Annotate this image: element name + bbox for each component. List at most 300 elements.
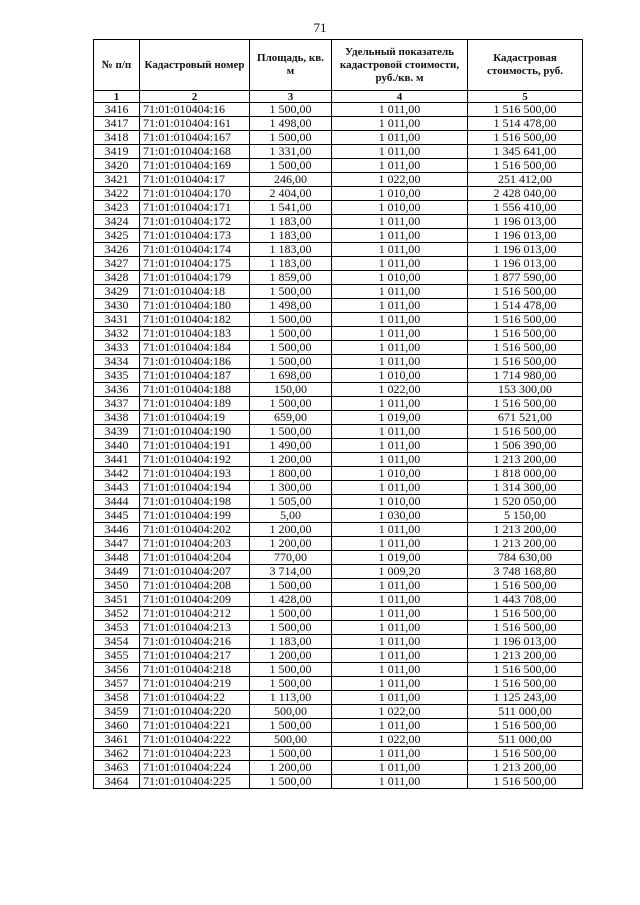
cell-cadastral-cost: 251 412,00 (468, 173, 583, 187)
cell-area: 1 490,00 (250, 439, 332, 453)
cell-row-number: 3418 (94, 131, 140, 145)
cell-cadastral-cost: 1 520 050,00 (468, 495, 583, 509)
cell-cadastral-number: 71:01:010404:191 (140, 439, 250, 453)
cell-area: 5,00 (250, 509, 332, 523)
cell-area: 500,00 (250, 705, 332, 719)
cell-specific-value: 1 011,00 (332, 327, 468, 341)
cell-specific-value: 1 011,00 (332, 117, 468, 131)
table-row (94, 285, 583, 299)
table-row (94, 551, 583, 565)
cell-cadastral-number: 71:01:010404:174 (140, 243, 250, 257)
cell-area: 1 500,00 (250, 663, 332, 677)
cell-specific-value: 1 022,00 (332, 173, 468, 187)
cell-area: 1 200,00 (250, 523, 332, 537)
cell-row-number: 3450 (94, 579, 140, 593)
cell-specific-value: 1 011,00 (332, 579, 468, 593)
cell-row-number: 3438 (94, 411, 140, 425)
table-row (94, 383, 583, 397)
cell-cadastral-cost: 1 213 200,00 (468, 453, 583, 467)
cell-row-number: 3430 (94, 299, 140, 313)
cell-cadastral-number: 71:01:010404:203 (140, 537, 250, 551)
cell-cadastral-cost: 1 196 013,00 (468, 635, 583, 649)
cell-cadastral-cost: 1 516 500,00 (468, 131, 583, 145)
table-row (94, 355, 583, 369)
cell-area: 246,00 (250, 173, 332, 187)
table-row (94, 229, 583, 243)
cell-cadastral-cost: 1 516 500,00 (468, 607, 583, 621)
cell-area: 1 183,00 (250, 215, 332, 229)
cell-area: 1 859,00 (250, 271, 332, 285)
table-row (94, 103, 583, 117)
table-row (94, 327, 583, 341)
table-row (94, 201, 583, 215)
cell-area: 1 698,00 (250, 369, 332, 383)
cell-row-number: 3428 (94, 271, 140, 285)
cell-row-number: 3417 (94, 117, 140, 131)
cell-row-number: 3459 (94, 705, 140, 719)
cell-area: 1 428,00 (250, 593, 332, 607)
cell-specific-value: 1 011,00 (332, 663, 468, 677)
cell-cadastral-number: 71:01:010404:189 (140, 397, 250, 411)
cell-cadastral-number: 71:01:010404:192 (140, 453, 250, 467)
cell-cadastral-cost: 1 516 500,00 (468, 775, 583, 789)
table-row (94, 691, 583, 705)
header-row-number: № п/п (94, 40, 140, 91)
cell-row-number: 3445 (94, 509, 140, 523)
cell-row-number: 3429 (94, 285, 140, 299)
cell-row-number: 3461 (94, 733, 140, 747)
table-row (94, 719, 583, 733)
cell-row-number: 3463 (94, 761, 140, 775)
cell-specific-value: 1 011,00 (332, 635, 468, 649)
cell-area: 1 113,00 (250, 691, 332, 705)
cell-row-number: 3462 (94, 747, 140, 761)
cell-row-number: 3421 (94, 173, 140, 187)
cell-area: 1 183,00 (250, 257, 332, 271)
cell-row-number: 3431 (94, 313, 140, 327)
table-row (94, 565, 583, 579)
cell-cadastral-cost: 1 443 708,00 (468, 593, 583, 607)
page-number: 71 (313, 20, 327, 35)
cell-specific-value: 1 019,00 (332, 411, 468, 425)
cell-area: 1 300,00 (250, 481, 332, 495)
cell-area: 1 505,00 (250, 495, 332, 509)
cell-area: 1 498,00 (250, 117, 332, 131)
cell-cadastral-number: 71:01:010404:194 (140, 481, 250, 495)
cell-specific-value: 1 011,00 (332, 649, 468, 663)
header-specific-value: Удельный показатель кадастровой стоимости, руб./кв. м (332, 40, 468, 91)
cell-area: 659,00 (250, 411, 332, 425)
cell-cadastral-number: 71:01:010404:220 (140, 705, 250, 719)
cell-cadastral-cost: 671 521,00 (468, 411, 583, 425)
cell-specific-value: 1 010,00 (332, 467, 468, 481)
cell-cadastral-cost: 1 514 478,00 (468, 299, 583, 313)
cell-cadastral-number: 71:01:010404:217 (140, 649, 250, 663)
cell-cadastral-cost: 1 516 500,00 (468, 103, 583, 117)
cell-specific-value: 1 011,00 (332, 523, 468, 537)
cell-cadastral-number: 71:01:010404:170 (140, 187, 250, 201)
cell-row-number: 3455 (94, 649, 140, 663)
cell-area: 1 800,00 (250, 467, 332, 481)
table-row (94, 299, 583, 313)
cell-area: 1 183,00 (250, 229, 332, 243)
cell-specific-value: 1 030,00 (332, 509, 468, 523)
cell-area: 1 500,00 (250, 425, 332, 439)
cell-specific-value: 1 009,20 (332, 565, 468, 579)
cell-row-number: 3443 (94, 481, 140, 495)
cell-area: 1 500,00 (250, 747, 332, 761)
cell-cadastral-cost: 1 314 300,00 (468, 481, 583, 495)
cell-specific-value: 1 011,00 (332, 761, 468, 775)
cell-row-number: 3458 (94, 691, 140, 705)
cell-cadastral-cost: 1 516 500,00 (468, 285, 583, 299)
cell-cadastral-cost: 1 516 500,00 (468, 719, 583, 733)
cell-cadastral-number: 71:01:010404:198 (140, 495, 250, 509)
cell-row-number: 3427 (94, 257, 140, 271)
cell-cadastral-cost: 1 196 013,00 (468, 215, 583, 229)
cell-cadastral-number: 71:01:010404:213 (140, 621, 250, 635)
cell-specific-value: 1 011,00 (332, 229, 468, 243)
cell-row-number: 3460 (94, 719, 140, 733)
cell-cadastral-cost: 1 516 500,00 (468, 159, 583, 173)
table-row (94, 411, 583, 425)
table-row (94, 173, 583, 187)
cell-area: 1 500,00 (250, 159, 332, 173)
table-row (94, 145, 583, 159)
cell-row-number: 3446 (94, 523, 140, 537)
column-number: 3 (250, 91, 332, 103)
table-row (94, 117, 583, 131)
cell-row-number: 3454 (94, 635, 140, 649)
cell-row-number: 3452 (94, 607, 140, 621)
table-body (94, 103, 583, 789)
cell-specific-value: 1 011,00 (332, 425, 468, 439)
cell-cadastral-number: 71:01:010404:17 (140, 173, 250, 187)
cell-row-number: 3456 (94, 663, 140, 677)
table-row (94, 425, 583, 439)
cell-row-number: 3434 (94, 355, 140, 369)
table-row (94, 271, 583, 285)
cell-specific-value: 1 010,00 (332, 369, 468, 383)
cell-cadastral-number: 71:01:010404:202 (140, 523, 250, 537)
cell-specific-value: 1 010,00 (332, 271, 468, 285)
cell-cadastral-cost: 1 714 980,00 (468, 369, 583, 383)
cell-area: 1 500,00 (250, 131, 332, 145)
table-row (94, 159, 583, 173)
cell-area: 1 183,00 (250, 243, 332, 257)
cell-cadastral-number: 71:01:010404:190 (140, 425, 250, 439)
cell-area: 150,00 (250, 383, 332, 397)
cell-specific-value: 1 011,00 (332, 719, 468, 733)
cell-cadastral-number: 71:01:010404:172 (140, 215, 250, 229)
cell-row-number: 3433 (94, 341, 140, 355)
cell-row-number: 3449 (94, 565, 140, 579)
cell-area: 1 200,00 (250, 453, 332, 467)
cell-specific-value: 1 011,00 (332, 607, 468, 621)
cell-cadastral-number: 71:01:010404:193 (140, 467, 250, 481)
cell-cadastral-cost: 1 506 390,00 (468, 439, 583, 453)
table-row (94, 705, 583, 719)
table-row (94, 733, 583, 747)
cell-cadastral-number: 71:01:010404:175 (140, 257, 250, 271)
cell-row-number: 3423 (94, 201, 140, 215)
cell-area: 1 331,00 (250, 145, 332, 159)
cell-cadastral-number: 71:01:010404:179 (140, 271, 250, 285)
cell-area: 1 500,00 (250, 775, 332, 789)
cell-cadastral-cost: 1 213 200,00 (468, 537, 583, 551)
cell-cadastral-cost: 1 213 200,00 (468, 761, 583, 775)
cell-row-number: 3419 (94, 145, 140, 159)
cell-cadastral-number: 71:01:010404:209 (140, 593, 250, 607)
table-row (94, 509, 583, 523)
cell-row-number: 3457 (94, 677, 140, 691)
cell-specific-value: 1 011,00 (332, 299, 468, 313)
cell-cadastral-number: 71:01:010404:184 (140, 341, 250, 355)
table-row (94, 257, 583, 271)
cell-cadastral-cost: 511 000,00 (468, 733, 583, 747)
cell-cadastral-cost: 1 196 013,00 (468, 243, 583, 257)
cell-specific-value: 1 011,00 (332, 537, 468, 551)
table-row (94, 243, 583, 257)
cell-cadastral-number: 71:01:010404:188 (140, 383, 250, 397)
table-row (94, 495, 583, 509)
cell-cadastral-cost: 1 125 243,00 (468, 691, 583, 705)
cell-row-number: 3424 (94, 215, 140, 229)
column-number: 4 (332, 91, 468, 103)
cell-cadastral-number: 71:01:010404:204 (140, 551, 250, 565)
cell-area: 1 200,00 (250, 649, 332, 663)
cell-cadastral-number: 71:01:010404:187 (140, 369, 250, 383)
table-row (94, 761, 583, 775)
cell-cadastral-cost: 3 748 168,80 (468, 565, 583, 579)
column-number: 5 (468, 91, 583, 103)
cell-cadastral-number: 71:01:010404:222 (140, 733, 250, 747)
cell-row-number: 3441 (94, 453, 140, 467)
cell-specific-value: 1 010,00 (332, 495, 468, 509)
column-number: 2 (140, 91, 250, 103)
cell-specific-value: 1 022,00 (332, 705, 468, 719)
cell-cadastral-cost: 1 213 200,00 (468, 649, 583, 663)
cell-row-number: 3425 (94, 229, 140, 243)
cell-specific-value: 1 022,00 (332, 733, 468, 747)
table-row (94, 635, 583, 649)
cell-area: 770,00 (250, 551, 332, 565)
cell-specific-value: 1 011,00 (332, 775, 468, 789)
cell-cadastral-cost: 1 516 500,00 (468, 327, 583, 341)
cell-area: 1 200,00 (250, 761, 332, 775)
cell-specific-value: 1 011,00 (332, 285, 468, 299)
cell-area: 1 500,00 (250, 313, 332, 327)
cell-cadastral-number: 71:01:010404:208 (140, 579, 250, 593)
cell-cadastral-cost: 1 556 410,00 (468, 201, 583, 215)
cell-row-number: 3426 (94, 243, 140, 257)
header-cadastral-number: Кадастровый номер (140, 40, 250, 91)
cell-area: 1 500,00 (250, 397, 332, 411)
cell-specific-value: 1 011,00 (332, 257, 468, 271)
cell-cadastral-number: 71:01:010404:22 (140, 691, 250, 705)
cell-cadastral-cost: 1 516 500,00 (468, 747, 583, 761)
table-row (94, 215, 583, 229)
cell-specific-value: 1 022,00 (332, 383, 468, 397)
cell-area: 1 500,00 (250, 355, 332, 369)
cell-cadastral-cost: 1 213 200,00 (468, 523, 583, 537)
cell-cadastral-cost: 1 877 590,00 (468, 271, 583, 285)
cell-cadastral-number: 71:01:010404:212 (140, 607, 250, 621)
cell-specific-value: 1 011,00 (332, 103, 468, 117)
cell-area: 1 498,00 (250, 299, 332, 313)
cell-cadastral-number: 71:01:010404:19 (140, 411, 250, 425)
cell-area: 1 200,00 (250, 537, 332, 551)
cell-row-number: 3453 (94, 621, 140, 635)
cell-row-number: 3420 (94, 159, 140, 173)
cell-cadastral-number: 71:01:010404:219 (140, 677, 250, 691)
cell-cadastral-number: 71:01:010404:180 (140, 299, 250, 313)
cell-specific-value: 1 010,00 (332, 187, 468, 201)
cell-cadastral-number: 71:01:010404:168 (140, 145, 250, 159)
cell-area: 1 500,00 (250, 285, 332, 299)
cell-row-number: 3448 (94, 551, 140, 565)
cell-cadastral-number: 71:01:010404:183 (140, 327, 250, 341)
cell-area: 1 500,00 (250, 719, 332, 733)
cell-area: 1 183,00 (250, 635, 332, 649)
cell-specific-value: 1 011,00 (332, 131, 468, 145)
cell-specific-value: 1 011,00 (332, 243, 468, 257)
table-row (94, 439, 583, 453)
cell-cadastral-number: 71:01:010404:216 (140, 635, 250, 649)
cell-cadastral-cost: 1 196 013,00 (468, 257, 583, 271)
cell-cadastral-cost: 5 150,00 (468, 509, 583, 523)
cell-cadastral-cost: 1 516 500,00 (468, 579, 583, 593)
header-area: Площадь, кв. м (250, 40, 332, 91)
cell-specific-value: 1 011,00 (332, 341, 468, 355)
cell-specific-value: 1 011,00 (332, 145, 468, 159)
cell-cadastral-number: 71:01:010404:199 (140, 509, 250, 523)
cell-cadastral-cost: 1 516 500,00 (468, 355, 583, 369)
cell-specific-value: 1 011,00 (332, 677, 468, 691)
cell-cadastral-number: 71:01:010404:218 (140, 663, 250, 677)
cell-cadastral-number: 71:01:010404:221 (140, 719, 250, 733)
cell-specific-value: 1 011,00 (332, 355, 468, 369)
table-row (94, 649, 583, 663)
cell-cadastral-number: 71:01:010404:224 (140, 761, 250, 775)
cadastral-value-table (93, 39, 583, 789)
cell-row-number: 3416 (94, 103, 140, 117)
cell-specific-value: 1 011,00 (332, 215, 468, 229)
cell-cadastral-number: 71:01:010404:223 (140, 747, 250, 761)
cell-cadastral-number: 71:01:010404:207 (140, 565, 250, 579)
header-row (94, 40, 583, 91)
cell-row-number: 3440 (94, 439, 140, 453)
cell-cadastral-number: 71:01:010404:225 (140, 775, 250, 789)
cell-row-number: 3439 (94, 425, 140, 439)
cell-cadastral-number: 71:01:010404:167 (140, 131, 250, 145)
cell-cadastral-cost: 1 818 000,00 (468, 467, 583, 481)
cell-specific-value: 1 011,00 (332, 593, 468, 607)
cell-cadastral-cost: 511 000,00 (468, 705, 583, 719)
table-row (94, 537, 583, 551)
table-row (94, 677, 583, 691)
cell-cadastral-cost: 1 196 013,00 (468, 229, 583, 243)
table-row (94, 607, 583, 621)
cell-row-number: 3444 (94, 495, 140, 509)
cell-cadastral-cost: 2 428 040,00 (468, 187, 583, 201)
cell-cadastral-cost: 1 345 641,00 (468, 145, 583, 159)
cell-area: 2 404,00 (250, 187, 332, 201)
cell-cadastral-number: 71:01:010404:16 (140, 103, 250, 117)
cell-area: 1 500,00 (250, 327, 332, 341)
cell-row-number: 3436 (94, 383, 140, 397)
cell-row-number: 3464 (94, 775, 140, 789)
table-row (94, 663, 583, 677)
cell-area: 1 500,00 (250, 621, 332, 635)
cell-cadastral-number: 71:01:010404:186 (140, 355, 250, 369)
table-row (94, 341, 583, 355)
cell-row-number: 3442 (94, 467, 140, 481)
cell-specific-value: 1 011,00 (332, 159, 468, 173)
cell-cadastral-cost: 1 516 500,00 (468, 621, 583, 635)
cell-cadastral-cost: 1 516 500,00 (468, 341, 583, 355)
cell-area: 1 500,00 (250, 607, 332, 621)
table-row (94, 579, 583, 593)
cell-specific-value: 1 011,00 (332, 747, 468, 761)
table-row (94, 467, 583, 481)
cell-cadastral-number: 71:01:010404:18 (140, 285, 250, 299)
cell-row-number: 3432 (94, 327, 140, 341)
cell-row-number: 3435 (94, 369, 140, 383)
cell-cadastral-cost: 1 514 478,00 (468, 117, 583, 131)
cell-cadastral-cost: 1 516 500,00 (468, 425, 583, 439)
cell-specific-value: 1 010,00 (332, 201, 468, 215)
column-number: 1 (94, 91, 140, 103)
cell-area: 1 500,00 (250, 103, 332, 117)
cell-area: 500,00 (250, 733, 332, 747)
cell-cadastral-number: 71:01:010404:173 (140, 229, 250, 243)
table-row (94, 775, 583, 789)
cell-row-number: 3451 (94, 593, 140, 607)
table-row (94, 313, 583, 327)
cell-specific-value: 1 011,00 (332, 453, 468, 467)
cell-area: 1 500,00 (250, 677, 332, 691)
cell-cadastral-cost: 784 630,00 (468, 551, 583, 565)
cell-area: 1 500,00 (250, 341, 332, 355)
table-row (94, 397, 583, 411)
header-cadastral-cost: Кадастровая стоимость, руб. (468, 40, 583, 91)
table-row (94, 453, 583, 467)
cell-area: 1 541,00 (250, 201, 332, 215)
cell-specific-value: 1 011,00 (332, 439, 468, 453)
cell-cadastral-number: 71:01:010404:161 (140, 117, 250, 131)
cell-specific-value: 1 011,00 (332, 691, 468, 705)
cell-cadastral-cost: 1 516 500,00 (468, 313, 583, 327)
cell-cadastral-cost: 153 300,00 (468, 383, 583, 397)
cell-row-number: 3447 (94, 537, 140, 551)
table-row (94, 369, 583, 383)
table-row (94, 187, 583, 201)
table-row (94, 523, 583, 537)
cell-specific-value: 1 011,00 (332, 313, 468, 327)
table-row (94, 593, 583, 607)
table-row (94, 131, 583, 145)
cell-cadastral-cost: 1 516 500,00 (468, 397, 583, 411)
cell-specific-value: 1 019,00 (332, 551, 468, 565)
cell-cadastral-number: 71:01:010404:171 (140, 201, 250, 215)
cell-row-number: 3437 (94, 397, 140, 411)
cell-specific-value: 1 011,00 (332, 621, 468, 635)
cell-cadastral-number: 71:01:010404:182 (140, 313, 250, 327)
cell-area: 1 500,00 (250, 579, 332, 593)
column-number-row (94, 91, 583, 103)
cell-area: 3 714,00 (250, 565, 332, 579)
